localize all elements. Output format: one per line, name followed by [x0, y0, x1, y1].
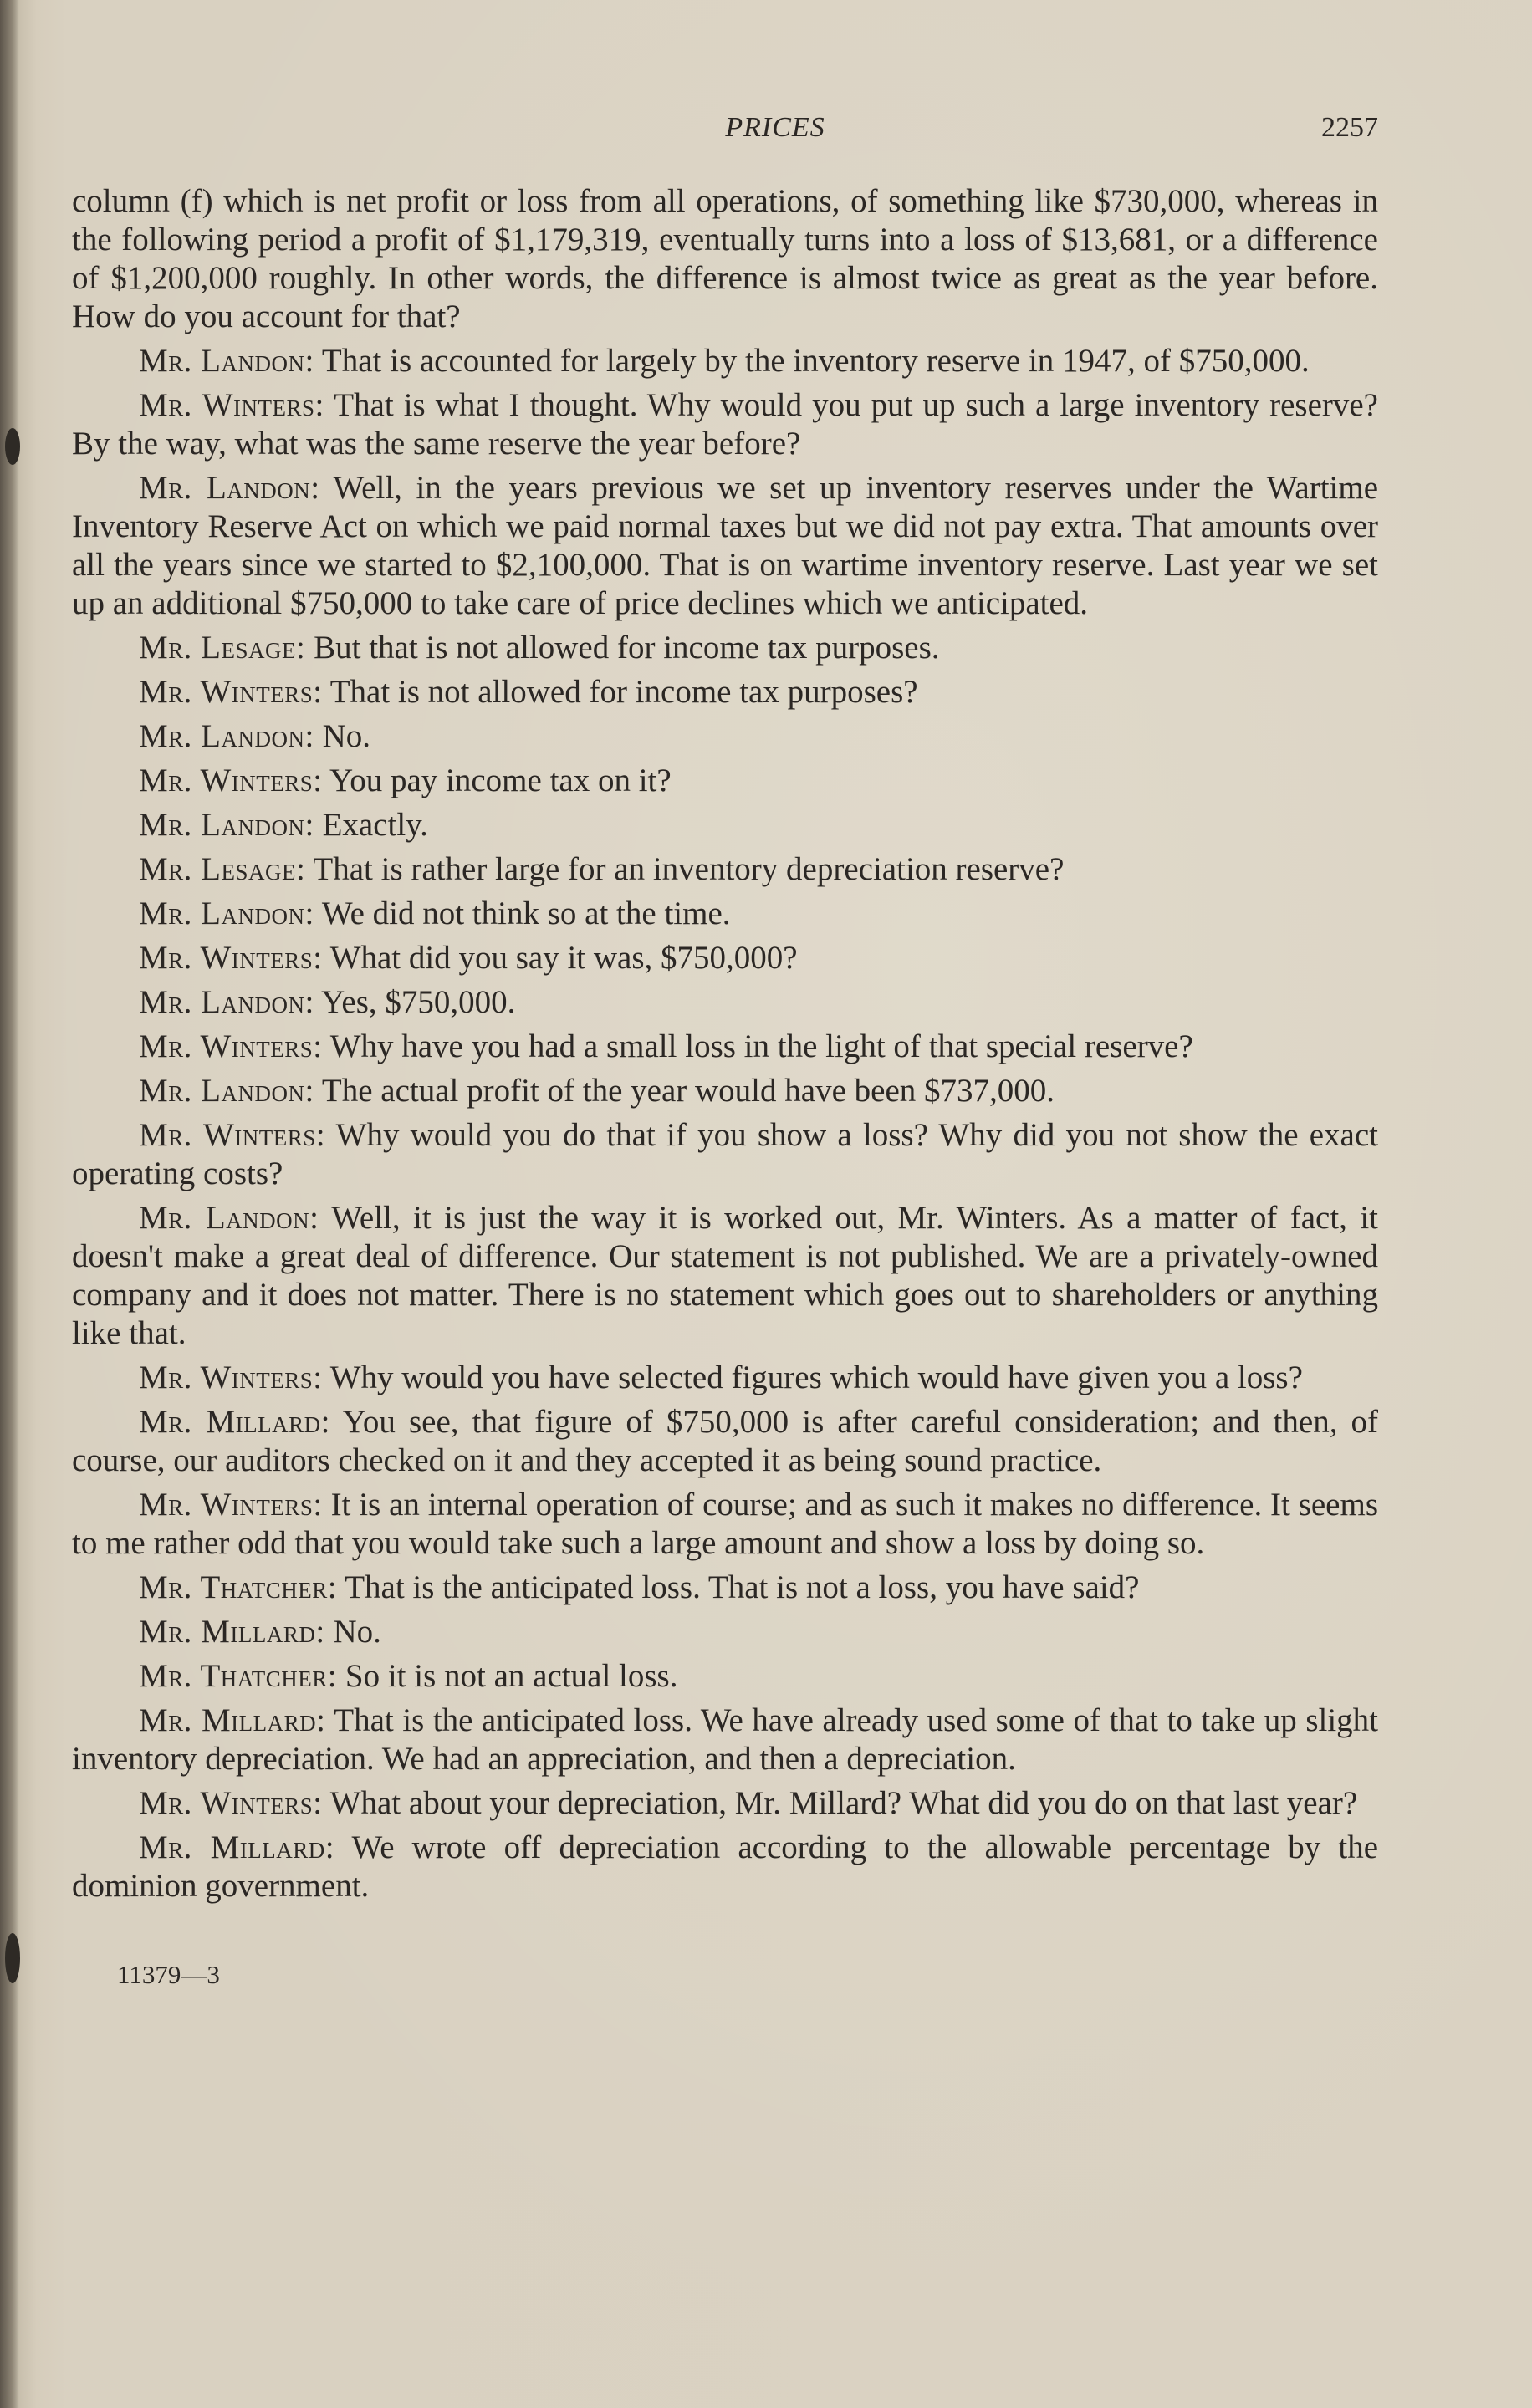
- paragraph-text: Why have you had a small loss in the light of that special reserve?: [329, 1028, 1193, 1064]
- paragraph-text: Why would you have selected figures which would have given you a loss?: [329, 1360, 1303, 1395]
- paragraph-text: That is the anticipated loss. That is not a loss, you have said?: [345, 1569, 1140, 1605]
- speaker-name: Mr. Landon:: [139, 718, 314, 754]
- transcript-paragraph: [72, 1072, 1378, 1110]
- speaker-name: Mr. Millard:: [139, 1702, 326, 1738]
- transcript-paragraph: [72, 1116, 1378, 1193]
- speaker-name: Mr. Landon:: [139, 807, 314, 843]
- paragraph-text: The actual profit of the year would have been $737,000.: [321, 1073, 1055, 1109]
- transcript-paragraph: [72, 895, 1378, 933]
- paragraph-text: We wrote off depreciation according to the allowable percentage by the dominion government.: [72, 1829, 1379, 1904]
- page-number: 2257: [1321, 112, 1378, 143]
- speaker-name: Mr. Landon:: [139, 984, 314, 1020]
- paragraph-text: Exactly.: [322, 807, 428, 843]
- transcript-paragraph: [72, 1403, 1378, 1480]
- transcript-paragraph: [72, 469, 1378, 623]
- transcript-paragraph: [72, 1657, 1378, 1696]
- paragraph-text: You see, that figure of $750,000 is after careful consideration; and then, of course, our auditors checked on it and they accepted it as being sound practice.: [72, 1404, 1378, 1478]
- paragraph-text: That is the anticipated loss. We have already used some of that to take up slight inventory depreciation. We had an appreciation, and then a depreciation.: [72, 1702, 1378, 1777]
- transcript-paragraph: [72, 1569, 1378, 1607]
- page-binding-edge: [0, 0, 18, 2408]
- transcript-paragraph: [72, 342, 1378, 380]
- paragraph-text: It is an internal operation of course; and as such it makes no difference. It seems to me rather odd that you would take such a large amount and show a loss by doing so.: [72, 1487, 1379, 1561]
- binding-hole-top: [5, 428, 20, 465]
- transcript-body: [72, 182, 1378, 1911]
- speaker-name: Mr. Winters:: [139, 1785, 323, 1821]
- binding-hole-bottom: [5, 1933, 20, 1983]
- paragraph-text: What did you say it was, $750,000?: [329, 940, 798, 976]
- signature-code: 11379—3: [117, 1960, 220, 1989]
- speaker-name: Mr. Winters:: [139, 1487, 323, 1523]
- transcript-paragraph: [72, 1486, 1378, 1563]
- speaker-name: Mr. Landon:: [139, 343, 314, 379]
- transcript-paragraph: [72, 1028, 1378, 1066]
- paragraph-text: That is accounted for largely by the inventory reserve in 1947, of $750,000.: [321, 343, 1310, 379]
- paragraph-text: What about your depreciation, Mr. Millard? What did you do on that last year?: [329, 1785, 1358, 1821]
- speaker-name: Mr. Millard:: [139, 1404, 331, 1440]
- speaker-name: Mr. Landon:: [139, 470, 320, 506]
- paragraph-text: Well, in the years previous we set up inventory reserves under the Wartime Inventory Reserve Act on which we paid normal taxes but we did not pay extra. That amounts over all the years since we started to $2,100,000. That is on wartime inventory reserve. Last year we set up an additional $750,000 to take care of price declines which we anticipated.: [72, 470, 1379, 621]
- speaker-name: Mr. Landon:: [139, 1200, 319, 1236]
- transcript-paragraph: [72, 850, 1378, 889]
- transcript-paragraph: [72, 762, 1378, 800]
- speaker-name: Mr. Lesage:: [139, 851, 306, 887]
- paragraph-text: We did not think so at the time.: [321, 895, 731, 931]
- paragraph-text: But that is not allowed for income tax purposes.: [314, 630, 940, 666]
- speaker-name: Mr. Winters:: [139, 387, 324, 423]
- speaker-name: Mr. Winters:: [139, 1117, 326, 1153]
- paragraph-text: Yes, $750,000.: [321, 984, 516, 1020]
- speaker-name: Mr. Winters:: [139, 763, 323, 798]
- speaker-name: Mr. Winters:: [139, 940, 323, 976]
- speaker-name: Mr. Thatcher:: [139, 1658, 338, 1694]
- speaker-name: Mr. Winters:: [139, 1360, 323, 1395]
- transcript-paragraph: [72, 1784, 1378, 1823]
- paragraph-text: Well, it is just the way it is worked out, Mr. Winters. As a matter of fact, it doesn't make a great deal of difference. Our statement is not published. We are a privately-owned company and it does not matter. There is no statement which goes out to shareholders or anything like that.: [72, 1200, 1379, 1351]
- paragraph-text: That is not allowed for income tax purposes?: [329, 674, 918, 710]
- transcript-paragraph: [72, 386, 1378, 463]
- transcript-paragraph: [72, 983, 1378, 1022]
- transcript-paragraph: [72, 717, 1378, 756]
- paragraph-text: Why would you do that if you show a loss? Why did you not show the exact operating costs?: [72, 1117, 1379, 1191]
- transcript-paragraph: [72, 1829, 1378, 1905]
- speaker-name: Mr. Millard:: [139, 1829, 335, 1865]
- speaker-name: Mr. Winters:: [139, 1028, 323, 1064]
- transcript-paragraph: [72, 1359, 1378, 1397]
- paragraph-text: You pay income tax on it?: [329, 763, 672, 798]
- paragraph-text: That is what I thought. Why would you put up such a large inventory reserve? By the way, what was the same reserve the year before?: [72, 387, 1378, 462]
- paragraph-text: That is rather large for an inventory depreciation reserve?: [313, 851, 1065, 887]
- transcript-paragraph: [72, 1701, 1378, 1778]
- running-head: PRICES: [725, 112, 825, 143]
- paragraph-text: column (f) which is net profit or loss from all operations, of something like $730,000, whereas in the following period a profit of $1,179,319, eventually turns into a loss of $13,681, or a difference of $1,200,000 roughly. In other words, the difference is almost twice as great as the year before. How do you account for that?: [72, 183, 1378, 334]
- paragraph-text: No.: [322, 718, 371, 754]
- speaker-name: Mr. Winters:: [139, 674, 323, 710]
- transcript-paragraph: [72, 629, 1378, 667]
- transcript-paragraph: [72, 806, 1378, 844]
- speaker-name: Mr. Lesage:: [139, 630, 306, 666]
- paragraph-text: No.: [333, 1614, 381, 1650]
- speaker-name: Mr. Thatcher:: [139, 1569, 338, 1605]
- transcript-paragraph: [72, 182, 1378, 336]
- page-header: [72, 112, 1378, 150]
- paragraph-text: So it is not an actual loss.: [345, 1658, 678, 1694]
- transcript-paragraph: [72, 939, 1378, 977]
- transcript-paragraph: [72, 673, 1378, 712]
- speaker-name: Mr. Landon:: [139, 1073, 314, 1109]
- transcript-paragraph: [72, 1199, 1378, 1353]
- speaker-name: Mr. Millard:: [139, 1614, 325, 1650]
- transcript-paragraph: [72, 1613, 1378, 1651]
- speaker-name: Mr. Landon:: [139, 895, 314, 931]
